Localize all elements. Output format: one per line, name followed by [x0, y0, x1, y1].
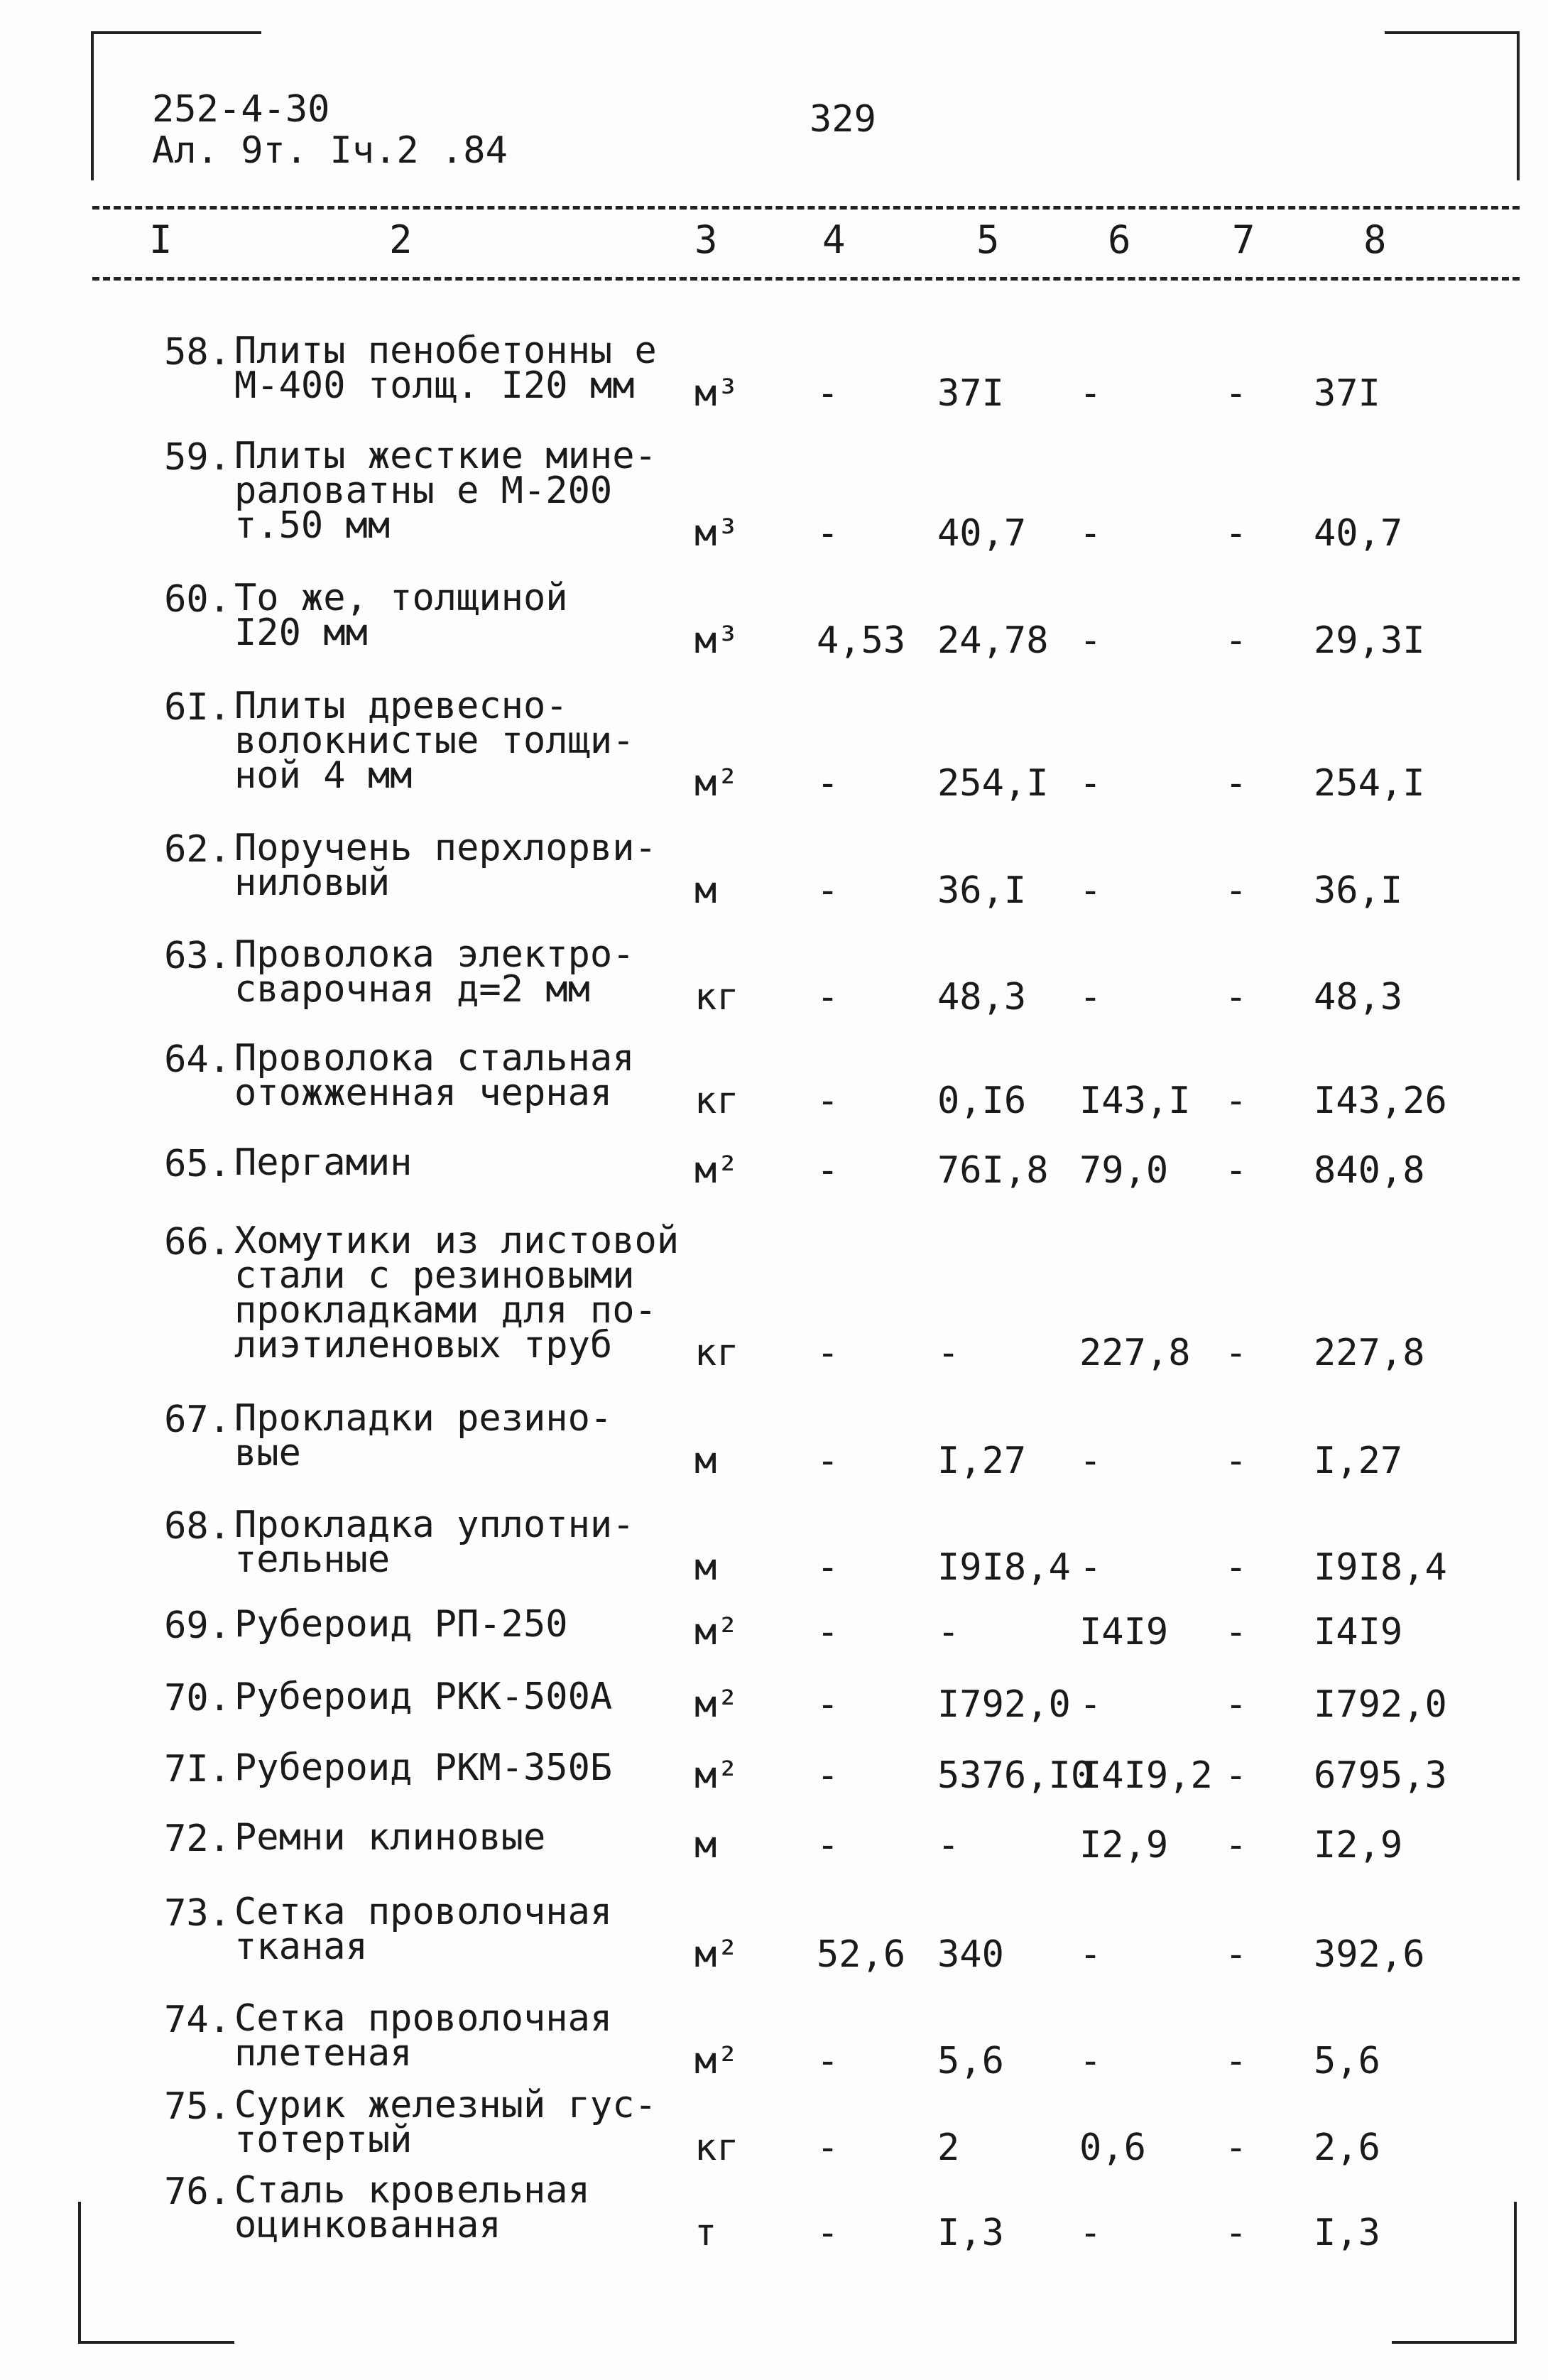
row-unit: кг — [694, 1332, 739, 1374]
row-total-value: 5,6 — [1314, 2040, 1380, 2082]
row-description — [234, 1997, 689, 2075]
row-number: 65. — [164, 1143, 231, 1185]
row-unit: м³ — [694, 372, 739, 415]
row-total-value: 840,8 — [1314, 1149, 1425, 1192]
description-line: тотертый — [234, 2119, 413, 2161]
row-col4-value: - — [817, 1754, 839, 1797]
row-unit: м² — [694, 1611, 739, 1653]
description-line: Пергамин — [234, 1141, 413, 1184]
table-row — [0, 1603, 1548, 1653]
row-col5-value: 5376,I0 — [937, 1754, 1094, 1797]
row-col4-value: - — [817, 2040, 839, 2082]
document-code: 252-4-30 — [152, 88, 330, 131]
row-description — [234, 827, 689, 904]
table-row — [0, 1891, 1548, 1976]
row-col4-value: - — [817, 1611, 839, 1653]
row-col7-value: - — [1225, 512, 1248, 555]
row-description — [234, 330, 689, 407]
row-col6-value: I2,9 — [1079, 1824, 1169, 1866]
row-unit: м — [694, 1546, 717, 1589]
row-col4-value: - — [817, 1332, 839, 1374]
row-number: 69. — [164, 1604, 231, 1647]
row-col6-value: - — [1079, 869, 1102, 912]
row-col5-value: - — [937, 1611, 960, 1653]
row-number: 73. — [164, 1892, 231, 1935]
row-col5-value: 340 — [937, 1933, 1004, 1976]
row-col7-value: - — [1225, 1754, 1248, 1797]
row-col5-value: 36,I — [937, 869, 1027, 912]
row-description — [234, 2084, 689, 2161]
description-line: Ремни клиновые — [234, 1816, 546, 1859]
row-col4-value: - — [817, 1683, 839, 1726]
row-col4-value: 52,6 — [817, 1933, 906, 1976]
row-col7-value: - — [1225, 1440, 1248, 1482]
row-unit: м³ — [694, 512, 739, 555]
description-line: Плиты древесно- — [234, 685, 568, 727]
row-description — [234, 685, 689, 797]
row-col7-value: - — [1225, 372, 1248, 415]
row-number: 59. — [164, 436, 231, 479]
row-col7-value: - — [1225, 1080, 1248, 1122]
description-line: I20 мм — [234, 612, 368, 654]
row-number: 68. — [164, 1505, 231, 1548]
row-description — [234, 1891, 689, 1968]
row-unit: м — [694, 869, 717, 912]
row-col4-value: - — [817, 1149, 839, 1192]
row-col7-value: - — [1225, 1824, 1248, 1866]
row-col6-value: - — [1079, 976, 1102, 1018]
row-total-value: I,3 — [1314, 2212, 1380, 2254]
description-line: Рубероид РП-250 — [234, 1603, 568, 1646]
row-total-value: I43,26 — [1314, 1080, 1447, 1122]
description-line: т.50 мм — [234, 504, 391, 547]
row-description — [234, 1037, 689, 1114]
row-col7-value: - — [1225, 1933, 1248, 1976]
row-col6-value: - — [1079, 512, 1102, 555]
column-header-3: 3 — [694, 217, 718, 262]
row-col4-value: 4,53 — [817, 619, 906, 662]
description-line: Проволока стальная — [234, 1037, 635, 1080]
row-number: 60. — [164, 578, 231, 621]
row-total-value: I4I9 — [1314, 1611, 1403, 1653]
row-total-value: 6795,3 — [1314, 1754, 1447, 1797]
description-line: лиэтиленовых труб — [234, 1324, 613, 1366]
column-header-2: 2 — [389, 217, 413, 262]
table-row — [0, 1219, 1548, 1374]
row-total-value: I,27 — [1314, 1440, 1403, 1482]
row-col7-value: - — [1225, 976, 1248, 1018]
row-unit: м — [694, 1440, 717, 1482]
column-header-7: 7 — [1232, 217, 1255, 262]
row-col4-value: - — [817, 976, 839, 1018]
column-header-6: 6 — [1108, 217, 1131, 262]
row-col5-value: 48,3 — [937, 976, 1027, 1018]
description-line: Проволока электро- — [234, 933, 635, 976]
table-row — [0, 330, 1548, 415]
row-col6-value: - — [1079, 1683, 1102, 1726]
row-col7-value: - — [1225, 1149, 1248, 1192]
column-header-4: 4 — [822, 217, 846, 262]
row-unit: м — [694, 1824, 717, 1866]
row-col7-value: - — [1225, 2126, 1248, 2169]
row-col5-value: - — [937, 1824, 960, 1866]
description-line: М-400 толщ. I20 мм — [234, 364, 635, 407]
description-line: Прокладка уплотни- — [234, 1504, 635, 1546]
row-col4-value: - — [817, 372, 839, 415]
row-col5-value: 254,I — [937, 762, 1049, 805]
row-description — [234, 1746, 689, 1789]
row-total-value: 36,I — [1314, 869, 1403, 912]
row-col5-value: I9I8,4 — [937, 1546, 1071, 1589]
description-line: стали с резиновыми — [234, 1254, 635, 1297]
description-line: Плиты жесткие мине- — [234, 435, 657, 477]
row-col6-value: - — [1079, 762, 1102, 805]
row-col4-value: - — [817, 1080, 839, 1122]
row-number: 7I. — [164, 1748, 231, 1791]
row-col5-value: 0,I6 — [937, 1080, 1027, 1122]
row-unit: м³ — [694, 619, 739, 662]
row-col5-value: 5,6 — [937, 2040, 1004, 2082]
row-number: 67. — [164, 1398, 231, 1441]
description-line: прокладками для по- — [234, 1289, 657, 1332]
row-col4-value: - — [817, 1546, 839, 1589]
row-unit: т — [694, 2212, 717, 2254]
row-total-value: 40,7 — [1314, 512, 1403, 555]
row-col6-value: - — [1079, 2212, 1102, 2254]
row-col5-value: I,27 — [937, 1440, 1027, 1482]
description-line: сварочная д=2 мм — [234, 968, 590, 1011]
row-description — [234, 577, 689, 654]
row-col5-value: 24,78 — [937, 619, 1049, 662]
description-line: Хомутики из листовой — [234, 1219, 680, 1262]
row-number: 64. — [164, 1038, 231, 1081]
row-total-value: 29,3I — [1314, 619, 1425, 662]
description-line: вые — [234, 1432, 301, 1474]
row-total-value: 37I — [1314, 372, 1380, 415]
row-col5-value: 40,7 — [937, 512, 1027, 555]
row-col5-value: I,3 — [937, 2212, 1004, 2254]
table-row — [0, 1397, 1548, 1482]
description-line: Сетка проволочная — [234, 1997, 613, 2040]
row-unit: м² — [694, 1683, 739, 1726]
table-row — [0, 577, 1548, 662]
table-row — [0, 1504, 1548, 1589]
table-row — [0, 827, 1548, 912]
row-col7-value: - — [1225, 1611, 1248, 1653]
row-description — [234, 2169, 689, 2246]
row-number: 63. — [164, 935, 231, 977]
row-number: 62. — [164, 828, 231, 871]
table-row — [0, 685, 1548, 805]
row-col7-value: - — [1225, 1546, 1248, 1589]
row-number: 75. — [164, 2085, 231, 2128]
table-row — [0, 1816, 1548, 1866]
row-col4-value: - — [817, 1824, 839, 1866]
description-line: Плиты пенобетонны е — [234, 330, 657, 372]
row-description — [234, 1219, 689, 1366]
row-description — [234, 1603, 689, 1646]
row-col7-value: - — [1225, 762, 1248, 805]
description-line: Сталь кровельная — [234, 2169, 590, 2212]
description-line: Сурик железный гус- — [234, 2084, 657, 2126]
column-header-8: 8 — [1363, 217, 1387, 262]
description-line: раловатны е М-200 — [234, 469, 613, 512]
row-col6-value: - — [1079, 2040, 1102, 2082]
table-row — [0, 1997, 1548, 2082]
row-col7-value: - — [1225, 869, 1248, 912]
row-col4-value: - — [817, 2212, 839, 2254]
row-total-value: I2,9 — [1314, 1824, 1403, 1866]
row-description — [234, 1141, 689, 1184]
row-unit: м² — [694, 762, 739, 805]
row-number: 70. — [164, 1677, 231, 1719]
row-total-value: I792,0 — [1314, 1683, 1447, 1726]
description-line: ниловый — [234, 862, 391, 904]
column-header-1: I — [149, 217, 173, 262]
description-line: волокнистые толщи- — [234, 719, 635, 762]
row-col6-value: 227,8 — [1079, 1332, 1191, 1374]
row-total-value: 254,I — [1314, 762, 1425, 805]
description-line: То же, толщиной — [234, 577, 568, 619]
row-description — [234, 933, 689, 1011]
row-total-value: 48,3 — [1314, 976, 1403, 1018]
row-col7-value: - — [1225, 1332, 1248, 1374]
row-col7-value: - — [1225, 1683, 1248, 1726]
table-row — [0, 1037, 1548, 1122]
description-line: ной 4 мм — [234, 754, 413, 797]
table-row — [0, 2084, 1548, 2169]
row-number: 58. — [164, 331, 231, 374]
row-total-value: I9I8,4 — [1314, 1546, 1447, 1589]
table-row — [0, 1746, 1548, 1797]
row-number: 76. — [164, 2170, 231, 2213]
table-row — [0, 435, 1548, 555]
row-col4-value: - — [817, 869, 839, 912]
row-col5-value: 76I,8 — [937, 1149, 1049, 1192]
row-total-value: 2,6 — [1314, 2126, 1380, 2169]
description-line: тельные — [234, 1538, 391, 1581]
row-total-value: 392,6 — [1314, 1933, 1425, 1976]
row-description — [234, 1504, 689, 1581]
column-header-5: 5 — [976, 217, 1000, 262]
row-col7-value: - — [1225, 2040, 1248, 2082]
row-col6-value: 0,6 — [1079, 2126, 1146, 2169]
row-col6-value: I43,I — [1079, 1080, 1191, 1122]
row-unit: кг — [694, 2126, 739, 2169]
row-number: 74. — [164, 1999, 231, 2041]
row-col4-value: - — [817, 1440, 839, 1482]
row-col6-value: 79,0 — [1079, 1149, 1169, 1192]
description-line: Сетка проволочная — [234, 1891, 613, 1933]
row-col4-value: - — [817, 512, 839, 555]
row-unit: м² — [694, 1149, 739, 1192]
row-col5-value: - — [937, 1332, 960, 1374]
row-unit: м² — [694, 2040, 739, 2082]
table-row — [0, 1141, 1548, 1192]
description-line: Прокладки резино- — [234, 1397, 613, 1440]
row-col4-value: - — [817, 2126, 839, 2169]
description-line: Поручень перхлорви- — [234, 827, 657, 869]
row-col5-value: 37I — [937, 372, 1004, 415]
row-col7-value: - — [1225, 619, 1248, 662]
row-description — [234, 1397, 689, 1474]
description-line: Рубероид РКМ-350Б — [234, 1746, 613, 1789]
table-row — [0, 933, 1548, 1018]
row-col6-value: - — [1079, 1440, 1102, 1482]
row-col6-value: - — [1079, 372, 1102, 415]
row-col6-value: - — [1079, 1933, 1102, 1976]
row-number: 72. — [164, 1817, 231, 1860]
row-unit: м² — [694, 1754, 739, 1797]
row-col5-value: 2 — [937, 2126, 960, 2169]
row-col6-value: - — [1079, 1546, 1102, 1589]
description-line: оцинкованная — [234, 2204, 501, 2246]
page-number: 329 — [810, 98, 876, 141]
row-col4-value: - — [817, 762, 839, 805]
row-number: 66. — [164, 1221, 231, 1264]
row-total-value: 227,8 — [1314, 1332, 1425, 1374]
description-line: тканая — [234, 1925, 368, 1968]
row-col6-value: I4I9 — [1079, 1611, 1169, 1653]
document-subtitle: Ал. 9т. Iч.2 .84 — [152, 129, 508, 172]
row-description — [234, 1816, 689, 1859]
row-unit: м² — [694, 1933, 739, 1976]
row-number: 6I. — [164, 686, 231, 729]
table-row — [0, 1675, 1548, 1726]
row-description — [234, 435, 689, 547]
row-col6-value: I4I9,2 — [1079, 1754, 1213, 1797]
row-unit: кг — [694, 1080, 739, 1122]
description-line: отожженная черная — [234, 1072, 613, 1114]
row-unit: кг — [694, 976, 739, 1018]
row-col5-value: I792,0 — [937, 1683, 1071, 1726]
row-col6-value: - — [1079, 619, 1102, 662]
table-row — [0, 2169, 1548, 2254]
description-line: плетеная — [234, 2032, 413, 2075]
description-line: Рубероид РКК-500А — [234, 1675, 613, 1718]
row-description — [234, 1675, 689, 1718]
row-col7-value: - — [1225, 2212, 1248, 2254]
